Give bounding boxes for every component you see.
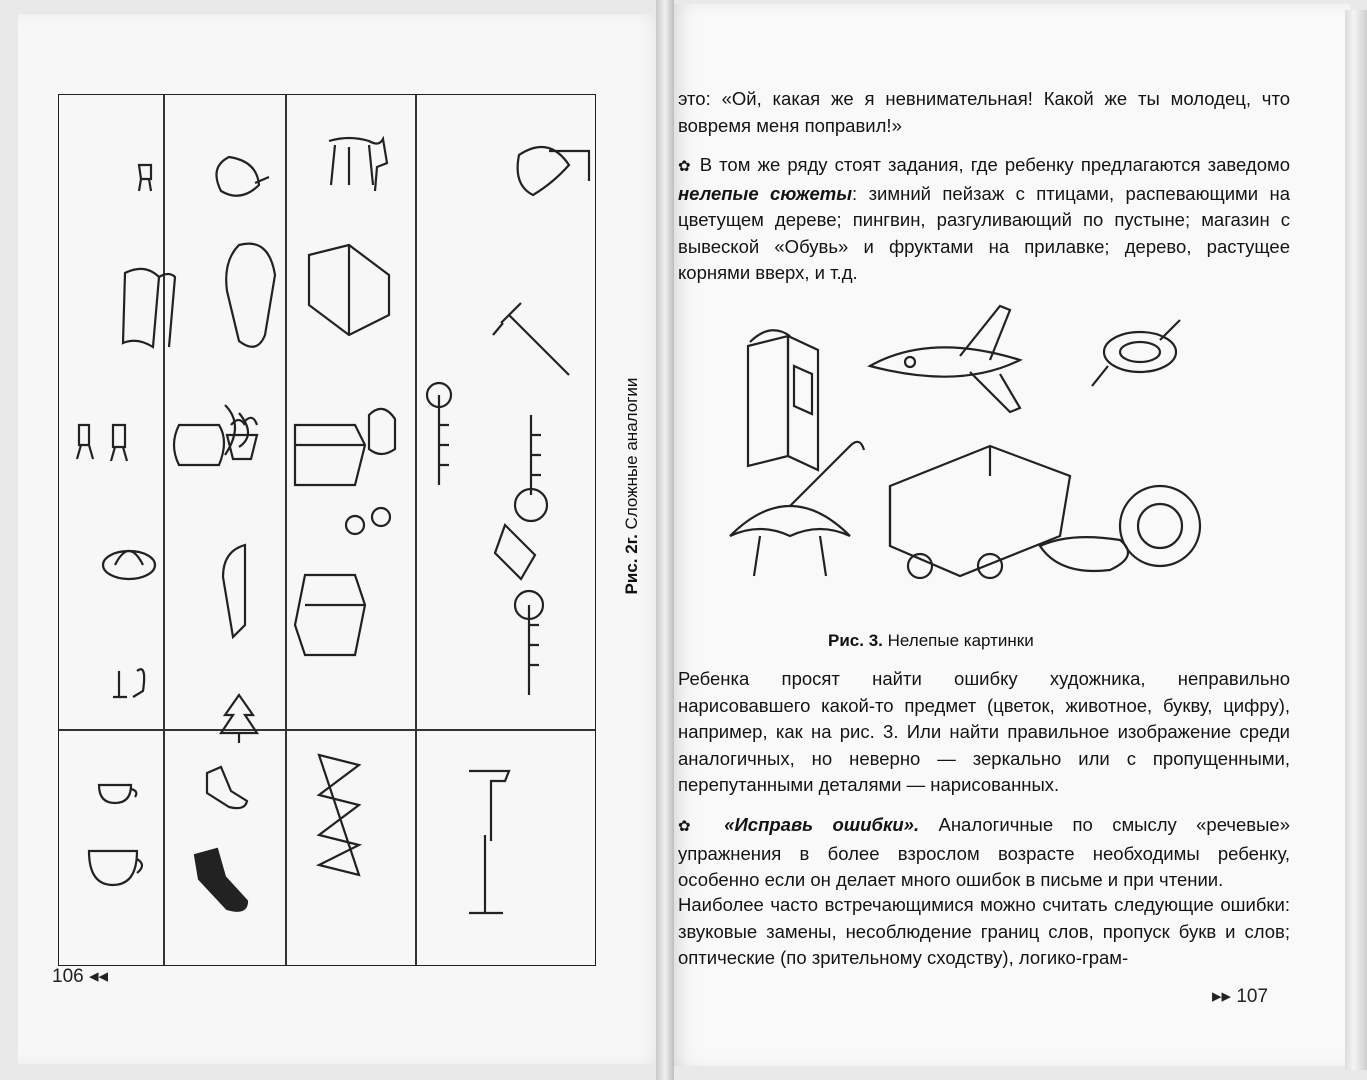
paragraph-4: [678, 812, 1290, 894]
paragraph-2-text: В том же ряду стоят задания, где ребенку предлагаются заведомо: [699, 154, 1291, 175]
paragraph-2-text-end: : зимний пейзаж с птицами, распевающими на цветущем дереве; пингвин, разгуливающий по пустыне; магазин с вывеской «Обувь» и фруктами на прилавке; дерево, растущее корнями вверх, и т.д.: [678, 182, 1290, 283]
shovel-icon: [495, 525, 535, 579]
car-icon: [223, 545, 245, 637]
paragraph-1: это: «Ой, какая же я невнимательная! Какой же ты молодец, что вовремя меня поправил!»: [678, 88, 1290, 136]
horse-icon: [329, 138, 387, 191]
figure-label: Рис. 2г.: [622, 534, 641, 595]
book-door-icon: [748, 330, 818, 470]
cup-icon: [89, 851, 142, 885]
analogy-figure-table: [58, 94, 596, 966]
shoe-icon: [195, 849, 247, 911]
page-arrows-icon: ▸▸: [1212, 986, 1232, 1007]
book-gutter: [656, 0, 674, 1080]
bicycle-icon: [346, 516, 364, 534]
sofa-icon: [295, 425, 365, 485]
rake-icon: [493, 303, 569, 375]
key-icon: [439, 395, 449, 485]
left-figure-caption: [612, 130, 640, 850]
sofa-icon: [295, 575, 365, 655]
chair-icon: [77, 425, 127, 461]
paragraph-2: [678, 152, 1290, 287]
chair-icon: [139, 165, 151, 191]
figure-title: Сложные аналогии: [622, 377, 641, 530]
bed-icon: [309, 245, 389, 335]
fish-airplane-icon: [870, 306, 1020, 412]
car-icon: [226, 244, 275, 347]
snail-turtle-icon: [1040, 486, 1200, 571]
key-icon: [531, 415, 541, 495]
paragraph-3: Ребенка просят найти ошибку художника, неправильно нарисовавшего какой-то предмет (цветок, животное, букву, цифру), например, как на рис. 3. Или найти правильное изображение среди аналогичных, но неверно — зеркально или с пропущенными, перепутанными деталями — нарисованных.: [678, 668, 1290, 795]
figure-title: Нелепые картинки: [887, 631, 1034, 650]
page-arrows-icon: ◂◂: [88, 966, 109, 987]
bicycle-icon: [372, 508, 390, 526]
paragraph-4-text: Аналогичные по смыслу «речевые» упражнения в более взрослом возрасте необходимы ребенку, особенно если он делает много ошибок в письме и при чтении.: [678, 814, 1291, 890]
umbrella-icon: [730, 442, 864, 576]
hammer-icon: [469, 771, 509, 841]
tree-icon: [221, 695, 257, 743]
hedgehog-icon: [217, 157, 270, 196]
flower-bullet-icon: ✿: [678, 158, 693, 175]
flower-bullet-icon: ✿: [678, 818, 705, 835]
analogy-drawings: [59, 95, 597, 967]
cup-icon: [99, 785, 136, 803]
paragraph-4-emphasis: «Исправь ошибки».: [724, 814, 920, 835]
figure-3-caption: [828, 631, 1128, 651]
chair-icon: [319, 755, 359, 875]
figure-label: Рис. 3.: [828, 631, 883, 650]
page-number: 107: [1236, 986, 1269, 1007]
page-number: 106: [52, 966, 84, 987]
hammer-icon: [469, 835, 503, 913]
owl-icon: [369, 409, 395, 454]
plate-spoon-icon: [1092, 320, 1180, 386]
paragraph-5: Наиболее часто встречающимися можно считать следующие ошибки: звуковые замены, несоблюдение границ слов, пропуск букв и слов; оптические (по зрительному сходству), логико-грам-: [678, 894, 1290, 968]
candle-icon: [113, 669, 144, 697]
lamp-icon: [518, 147, 589, 195]
flowerpot-icon: [227, 418, 257, 459]
paragraph-2-emphasis: нелепые сюжеты: [678, 182, 853, 204]
page-number-right: [1212, 985, 1268, 1008]
book-icon: [123, 269, 175, 347]
bus-icon: [890, 446, 1070, 578]
page-number-left: [52, 965, 108, 988]
page-edges: [1345, 10, 1367, 1070]
shoe-icon: [207, 767, 247, 808]
absurd-pictures-figure: [720, 296, 1220, 616]
hat-icon: [103, 551, 155, 579]
